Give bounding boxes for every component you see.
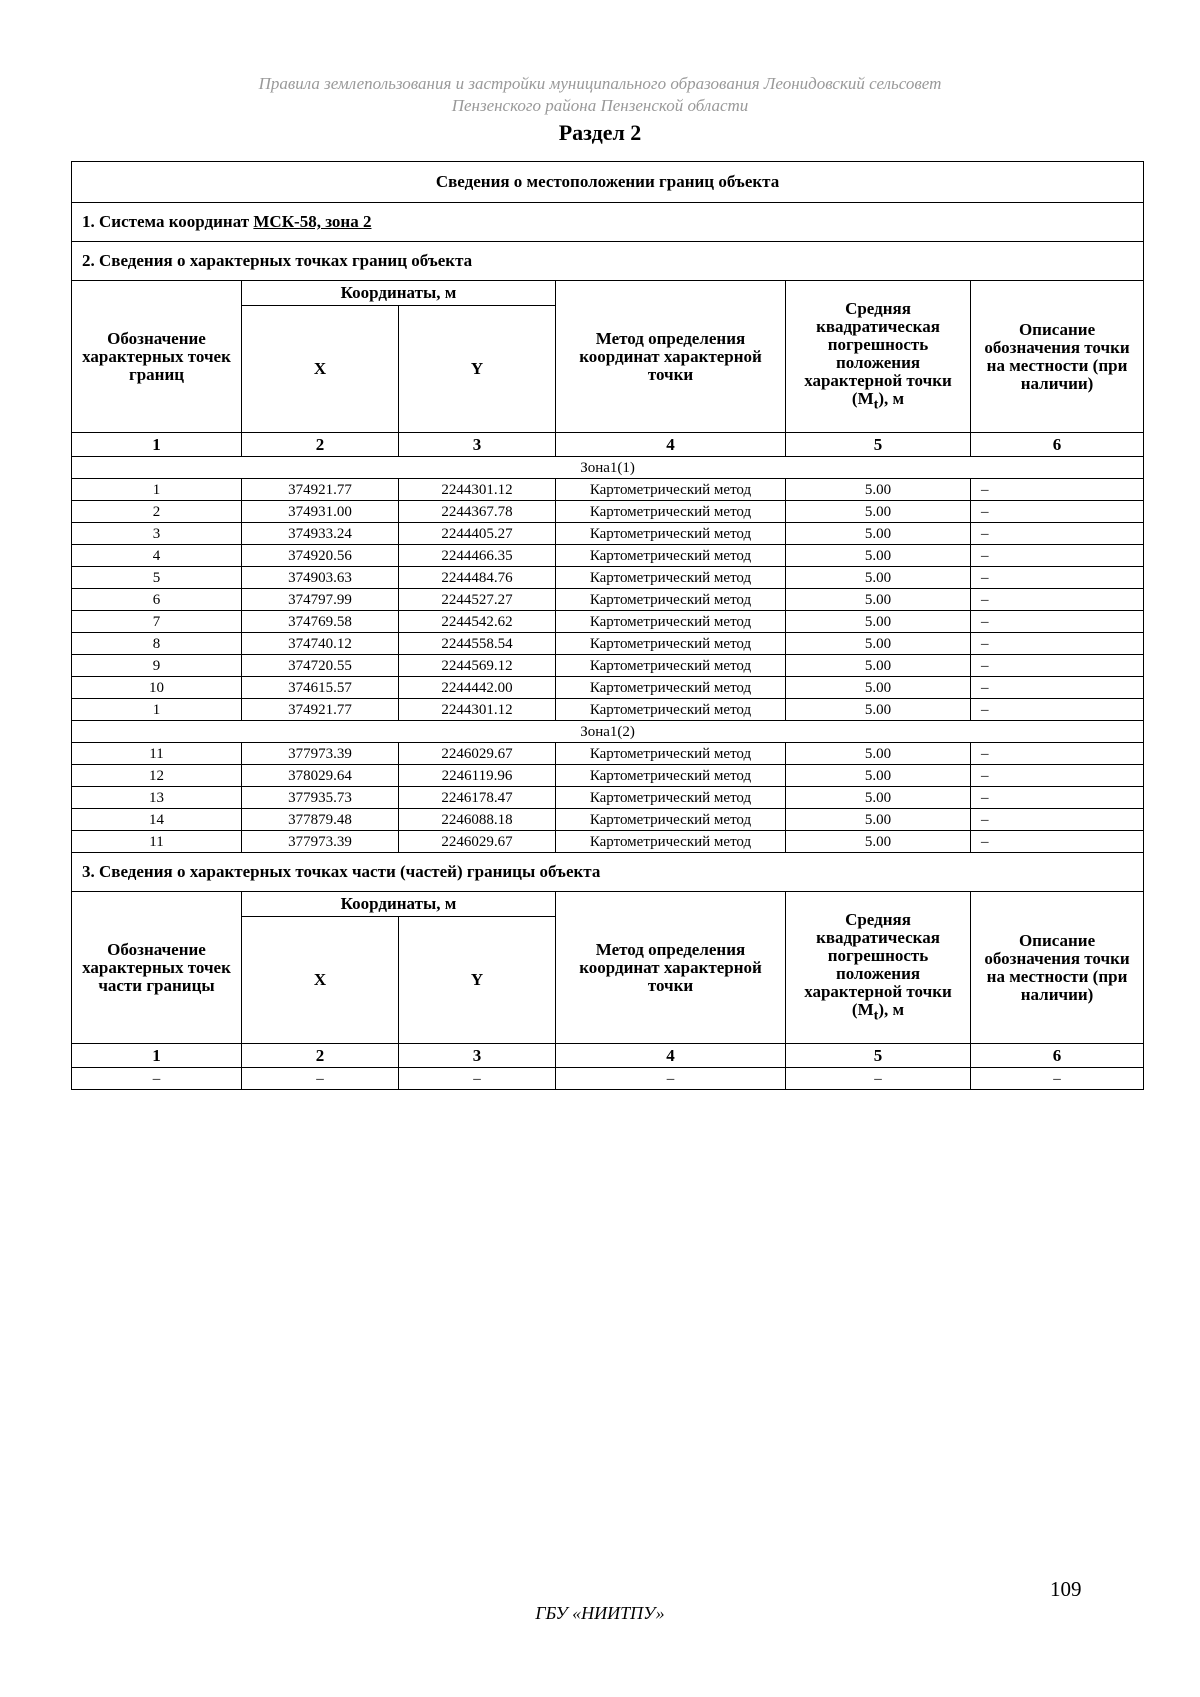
- col-coords-header: Координаты, м: [242, 281, 556, 306]
- table-row: [72, 831, 1144, 853]
- table-row: [72, 501, 1144, 523]
- col-error-sub: t: [873, 1007, 879, 1024]
- col-error-post: ), м: [878, 999, 905, 1019]
- point-number: 8: [72, 633, 242, 655]
- coord-y: 2246119.96: [399, 765, 556, 787]
- error-value: 5.00: [786, 699, 971, 721]
- column-numbers-row: [72, 433, 1144, 457]
- header-line-1: Правила землепользования и застройки муниципального образования Леонидовский сельсовет: [258, 74, 942, 93]
- description: –: [971, 523, 1144, 545]
- description: –: [971, 1068, 1144, 1090]
- col-number: 1: [72, 1044, 242, 1068]
- coord-x: 377935.73: [242, 787, 399, 809]
- table-row: [72, 545, 1144, 567]
- point-number: 2: [72, 501, 242, 523]
- point-number: 6: [72, 589, 242, 611]
- col-error-sub: t: [873, 396, 879, 413]
- coord-x: 377973.39: [242, 743, 399, 765]
- coord-y: 2244542.62: [399, 611, 556, 633]
- description: –: [971, 809, 1144, 831]
- section-title: Раздел 2: [558, 120, 642, 145]
- error-value: 5.00: [786, 501, 971, 523]
- coord-x: 378029.64: [242, 765, 399, 787]
- description: –: [971, 501, 1144, 523]
- method: Картометрический метод: [556, 787, 786, 809]
- coord-y: 2244442.00: [399, 677, 556, 699]
- coord-y: 2244301.12: [399, 699, 556, 721]
- description: –: [971, 655, 1144, 677]
- coord-x: –: [242, 1068, 399, 1090]
- col-number: 4: [556, 1044, 786, 1068]
- table-row: [72, 611, 1144, 633]
- table-row: [72, 787, 1144, 809]
- error-value: –: [786, 1068, 971, 1090]
- part-table-row: [72, 1068, 1144, 1090]
- page-number: 109: [1050, 1577, 1082, 1601]
- error-value: 5.00: [786, 589, 971, 611]
- coord-x: 374797.99: [242, 589, 399, 611]
- column-numbers-row: [72, 1044, 1144, 1068]
- coord-x: 374921.77: [242, 699, 399, 721]
- col-point-header: Обозначение характерных точек границ: [72, 281, 242, 433]
- section-3-title: 3. Сведения о характерных точках части (частей) границы объекта: [72, 853, 1144, 892]
- point-number: 5: [72, 567, 242, 589]
- table-row: [72, 567, 1144, 589]
- point-number: 11: [72, 831, 242, 853]
- coord-y: 2244558.54: [399, 633, 556, 655]
- col-point-part-header: Обозначение характерных точек части границы: [72, 892, 242, 1044]
- point-number: 10: [72, 677, 242, 699]
- section-2-title: 2. Сведения о характерных точках границ объекта: [72, 242, 1144, 281]
- description: –: [971, 545, 1144, 567]
- col-number: 6: [971, 433, 1144, 457]
- description: –: [971, 831, 1144, 853]
- coord-system-value: МСК-58, зона 2: [253, 212, 372, 231]
- error-value: 5.00: [786, 765, 971, 787]
- method: Картометрический метод: [556, 809, 786, 831]
- point-number: 1: [72, 699, 242, 721]
- description: –: [971, 633, 1144, 655]
- description: –: [971, 699, 1144, 721]
- col-x-header: X: [242, 917, 399, 1044]
- coord-y: 2244405.27: [399, 523, 556, 545]
- point-number: 11: [72, 743, 242, 765]
- description: –: [971, 589, 1144, 611]
- point-number: 7: [72, 611, 242, 633]
- coord-y: 2244466.35: [399, 545, 556, 567]
- method: Картометрический метод: [556, 611, 786, 633]
- coord-y: 2246029.67: [399, 831, 556, 853]
- coord-y: 2246178.47: [399, 787, 556, 809]
- col-error-header: [786, 281, 971, 433]
- table-row: [72, 743, 1144, 765]
- document-header: [150, 73, 1050, 117]
- error-value: 5.00: [786, 545, 971, 567]
- col-number: 4: [556, 433, 786, 457]
- method: Картометрический метод: [556, 523, 786, 545]
- error-value: 5.00: [786, 743, 971, 765]
- col-number: 2: [242, 1044, 399, 1068]
- zone-row: [72, 721, 1144, 743]
- error-value: 5.00: [786, 611, 971, 633]
- table-row: [72, 523, 1144, 545]
- col-method-header: Метод определения координат характерной точки: [556, 892, 786, 1044]
- error-value: 5.00: [786, 831, 971, 853]
- coord-x: 377879.48: [242, 809, 399, 831]
- col-y-header: Y: [399, 306, 556, 433]
- coord-y: 2244367.78: [399, 501, 556, 523]
- table-row: [72, 589, 1144, 611]
- col-coords-header: Координаты, м: [242, 892, 556, 917]
- col-number: 5: [786, 433, 971, 457]
- method: Картометрический метод: [556, 831, 786, 853]
- point-number: 1: [72, 479, 242, 501]
- method: Картометрический метод: [556, 743, 786, 765]
- zone-label: Зона1(2): [72, 721, 1144, 743]
- col-error-post: ), м: [878, 388, 905, 408]
- col-number: 5: [786, 1044, 971, 1068]
- col-error-pre: Средняя квадратическая погрешность положения характерной точки (M: [804, 298, 952, 408]
- coord-y: –: [399, 1068, 556, 1090]
- point-number: 12: [72, 765, 242, 787]
- coord-x: 377973.39: [242, 831, 399, 853]
- point-number: 13: [72, 787, 242, 809]
- coord-x: 374740.12: [242, 633, 399, 655]
- coord-y: 2244484.76: [399, 567, 556, 589]
- zone-row: [72, 457, 1144, 479]
- coord-y: 2246088.18: [399, 809, 556, 831]
- coord-x: 374921.77: [242, 479, 399, 501]
- method: Картометрический метод: [556, 699, 786, 721]
- error-value: 5.00: [786, 655, 971, 677]
- coord-x: 374920.56: [242, 545, 399, 567]
- error-value: 5.00: [786, 787, 971, 809]
- coord-x: 374769.58: [242, 611, 399, 633]
- coord-x: 374903.63: [242, 567, 399, 589]
- method: Картометрический метод: [556, 677, 786, 699]
- method: Картометрический метод: [556, 479, 786, 501]
- error-value: 5.00: [786, 567, 971, 589]
- method: Картометрический метод: [556, 633, 786, 655]
- col-method-header: Метод определения координат характерной точки: [556, 281, 786, 433]
- method: Картометрический метод: [556, 567, 786, 589]
- point-number: 3: [72, 523, 242, 545]
- description: –: [971, 567, 1144, 589]
- table-title: Сведения о местоположении границ объекта: [72, 162, 1144, 203]
- col-number: 6: [971, 1044, 1144, 1068]
- coord-x: 374933.24: [242, 523, 399, 545]
- table-row: [72, 699, 1144, 721]
- error-value: 5.00: [786, 479, 971, 501]
- method: Картометрический метод: [556, 765, 786, 787]
- error-value: 5.00: [786, 677, 971, 699]
- error-value: 5.00: [786, 633, 971, 655]
- error-value: 5.00: [786, 523, 971, 545]
- description: –: [971, 611, 1144, 633]
- coord-y: 2244301.12: [399, 479, 556, 501]
- header-line-2: Пензенского района Пензенской области: [451, 96, 749, 115]
- zone-label: Зона1(1): [72, 457, 1144, 479]
- coord-system-row: [72, 203, 1144, 242]
- coord-x: 374931.00: [242, 501, 399, 523]
- description: –: [971, 677, 1144, 699]
- table-row: [72, 655, 1144, 677]
- col-number: 2: [242, 433, 399, 457]
- description: –: [971, 765, 1144, 787]
- point-number: 4: [72, 545, 242, 567]
- footer-org: ГБУ «НИИТПУ»: [535, 1603, 665, 1623]
- boundary-table: [71, 161, 1144, 1090]
- description: –: [971, 787, 1144, 809]
- point-number: 14: [72, 809, 242, 831]
- coord-x: 374720.55: [242, 655, 399, 677]
- col-error-pre: Средняя квадратическая погрешность положения характерной точки (M: [804, 909, 952, 1019]
- coord-x: 374615.57: [242, 677, 399, 699]
- table-row: [72, 479, 1144, 501]
- coord-y: 2246029.67: [399, 743, 556, 765]
- table-row: [72, 765, 1144, 787]
- col-number: 3: [399, 433, 556, 457]
- description: –: [971, 743, 1144, 765]
- table-row: [72, 677, 1144, 699]
- error-value: 5.00: [786, 809, 971, 831]
- col-x-header: X: [242, 306, 399, 433]
- col-number: 3: [399, 1044, 556, 1068]
- point-number: –: [72, 1068, 242, 1090]
- method: Картометрический метод: [556, 545, 786, 567]
- col-y-header: Y: [399, 917, 556, 1044]
- method: Картометрический метод: [556, 589, 786, 611]
- table-row: [72, 633, 1144, 655]
- method: –: [556, 1068, 786, 1090]
- method: Картометрический метод: [556, 501, 786, 523]
- coord-y: 2244527.27: [399, 589, 556, 611]
- point-number: 9: [72, 655, 242, 677]
- col-error-header: [786, 892, 971, 1044]
- coord-system-prefix: 1. Система координат: [82, 212, 250, 231]
- coord-y: 2244569.12: [399, 655, 556, 677]
- col-number: 1: [72, 433, 242, 457]
- description: –: [971, 479, 1144, 501]
- col-desc-header: Описание обозначения точки на местности (при наличии): [971, 281, 1144, 433]
- table-row: [72, 809, 1144, 831]
- col-desc-header: Описание обозначения точки на местности (при наличии): [971, 892, 1144, 1044]
- method: Картометрический метод: [556, 655, 786, 677]
